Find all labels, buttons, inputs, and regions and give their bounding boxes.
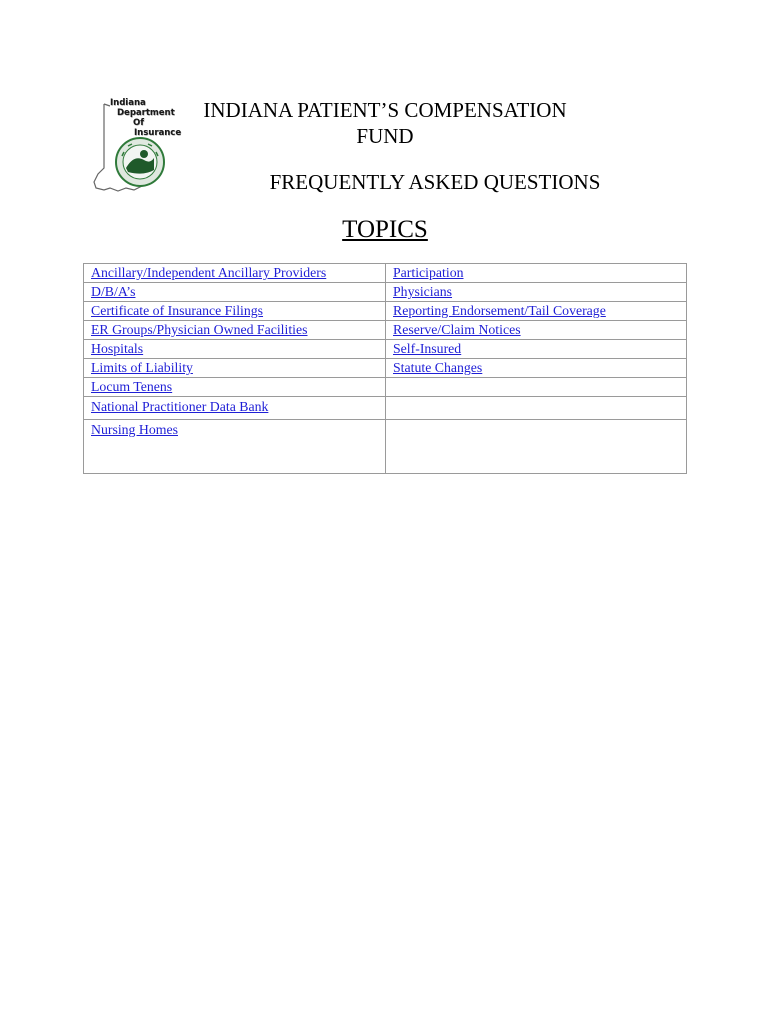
table-cell bbox=[84, 302, 386, 321]
logo-line-insurance: Insurance bbox=[134, 128, 182, 138]
table-cell bbox=[386, 283, 687, 302]
table-cell-empty bbox=[386, 420, 687, 474]
topic-link-physicians[interactable]: Physicians bbox=[393, 284, 453, 299]
table-cell bbox=[84, 397, 386, 420]
table-cell bbox=[84, 420, 386, 474]
table-row bbox=[84, 283, 687, 302]
table-row bbox=[84, 321, 687, 340]
page-title bbox=[200, 97, 570, 149]
table-cell-empty bbox=[386, 378, 687, 397]
table-cell bbox=[386, 264, 687, 283]
state-seal-icon bbox=[114, 136, 166, 188]
table-row bbox=[84, 302, 687, 321]
table-cell bbox=[84, 340, 386, 359]
topic-link-hospitals[interactable]: Hospitals bbox=[91, 341, 144, 356]
topic-link-er-groups[interactable]: ER Groups/Physician Owned Facilities bbox=[91, 322, 308, 337]
topic-link-limits-of-liability[interactable]: Limits of Liability bbox=[91, 360, 193, 375]
table-cell bbox=[84, 378, 386, 397]
logo-line-indiana: Indiana bbox=[110, 98, 146, 108]
topic-link-locum-tenens[interactable]: Locum Tenens bbox=[91, 379, 173, 394]
topics-table bbox=[83, 263, 687, 474]
table-cell bbox=[84, 283, 386, 302]
table-row bbox=[84, 264, 687, 283]
topic-link-national-practitioner-data-bank[interactable]: National Practitioner Data Bank bbox=[91, 399, 269, 414]
table-cell bbox=[84, 359, 386, 378]
table-cell bbox=[386, 302, 687, 321]
topic-link-dba[interactable]: D/B/A’s bbox=[91, 284, 136, 299]
table-cell bbox=[386, 321, 687, 340]
table-cell bbox=[84, 264, 386, 283]
table-cell bbox=[84, 321, 386, 340]
topic-link-reporting-endorsement[interactable]: Reporting Endorsement/Tail Coverage bbox=[393, 303, 606, 318]
table-row bbox=[84, 397, 687, 420]
table-cell-empty bbox=[386, 397, 687, 420]
page-title-line-2: FUND bbox=[356, 124, 414, 148]
table-cell bbox=[386, 340, 687, 359]
page-title-line-1: INDIANA PATIENT’S COMPENSATION bbox=[203, 98, 567, 122]
topic-link-reserve-claim-notices[interactable]: Reserve/Claim Notices bbox=[393, 322, 521, 337]
table-row bbox=[84, 340, 687, 359]
table-row bbox=[84, 378, 687, 397]
logo-line-of: Of bbox=[133, 118, 144, 128]
table-row bbox=[84, 420, 687, 474]
topic-link-ancillary-providers[interactable]: Ancillary/Independent Ancillary Providers bbox=[91, 265, 327, 280]
topic-link-self-insured[interactable]: Self-Insured bbox=[393, 341, 462, 356]
topic-link-participation[interactable]: Participation bbox=[393, 265, 464, 280]
table-row bbox=[84, 359, 687, 378]
table-cell bbox=[386, 359, 687, 378]
topic-link-statute-changes[interactable]: Statute Changes bbox=[393, 360, 483, 375]
topics-heading: TOPICS bbox=[342, 216, 428, 243]
topic-link-nursing-homes[interactable]: Nursing Homes bbox=[91, 422, 178, 437]
indiana-department-of-insurance-logo bbox=[90, 98, 190, 194]
topic-link-certificate-of-insurance[interactable]: Certificate of Insurance Filings bbox=[91, 303, 264, 318]
logo-line-department: Department bbox=[117, 108, 175, 118]
page-subtitle: FREQUENTLY ASKED QUESTIONS bbox=[269, 170, 601, 194]
